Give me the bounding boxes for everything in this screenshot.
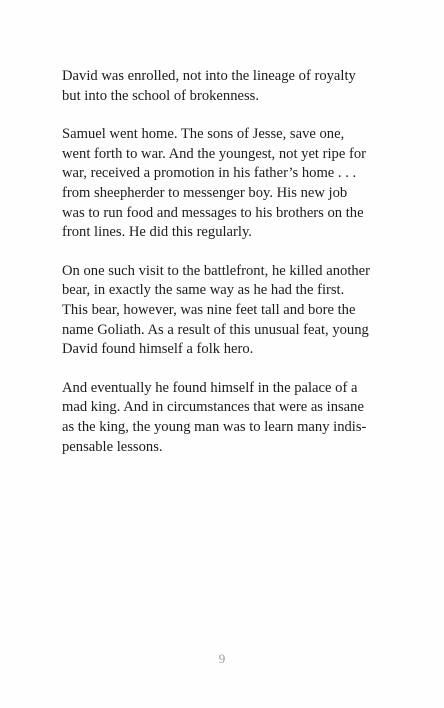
paragraph-3: On one such visit to the battlefront, he killed another bear, in exactly the same way as he had the first. This bear, however, was nine feet tall and bore the name Goliath. As a result of this unusual feat, young David found himself a folk hero. <box>62 262 371 358</box>
page-number: 9 <box>218 651 226 666</box>
body-text <box>62 67 392 476</box>
paragraph-2: Samuel went home. The sons of Jesse, save one, went forth to war. And the youngest, not yet ripe for war, received a promotion in his father’s home . . . from sheepherder to messenger boy. His new job was to run food and messages to his brothers on the front lines. He did this regularly. <box>62 126 366 241</box>
paragraph-4: And eventually he found himself in the palace of a mad king. And in circumstances that were as insane as the king, the young man was to learn many indis- pensable lessons. <box>62 379 367 455</box>
paragraph-1: David was enrolled, not into the lineage of royalty but into the school of brokenness. <box>62 68 356 104</box>
